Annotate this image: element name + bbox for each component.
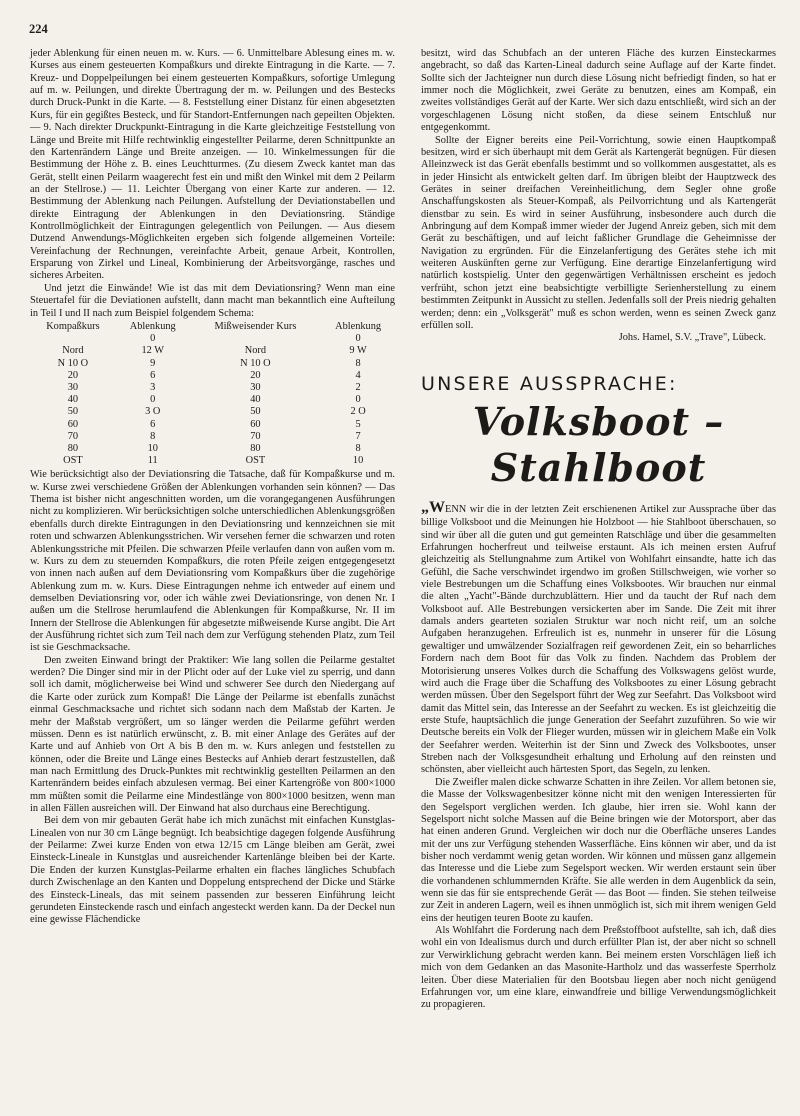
table-cell: 4 [355,369,361,381]
table-row [30,419,395,431]
article-paragraph-1 [421,498,776,777]
table-row [30,382,395,394]
table-cell: 70 [67,430,79,442]
left-paragraph-2: Und jetzt die Einwände! Wie ist das mit dem Deviationsring? Wenn man eine Steuertafel für die Deviationen aufstellt, dann macht man bekanntlich eine Aufteilung in Teil I und II nach zum Beispiel folgendem Schema: [30,282,395,319]
table-row [30,370,395,382]
table-cell: 9 [150,357,156,369]
table-header-cell: Mißweisender Kurs [214,320,297,332]
table-cell: 0 [355,333,361,345]
table-cell: 2 O [350,406,366,418]
table-row [30,455,395,467]
right-paragraph-2: Sollte der Eigner bereits eine Peil-Vorrichtung, sowie einen Hauptkompaß besitzen, wird er sich überhaupt mit dem Gerät als Kartengerät begnügen. Für diesen Alleinzweck ist das Gerät ebenfalls bestimmt und so vollkommen ausgestattet, als es in jeder Hinsicht als entwickelt gelten darf. Im übrigen bleibt der Hauptzweck des Gerätes in seiner dreifachen Vereinheitlichung, dem Segler ohne große Anschaffungskosten als Steuer-Kompaß, als Peilvorrichtung und als Kartengerät dienstbar zu sein. Es wird in seiner Ausführung, insbesondere auch durch die Anbringung auf dem Kompaß immer wieder der Jugend Anreiz geben, sich mit dem Gerät zu beschäftigen, und auf leicht faßlicher Grundlage die Geheimnisse der Navigation zu ergründen. Für die Einzelanfertigung des Gerätes stehe ich mit weiteren Auskünften gerne zur Verfügung. Eine derartige Einzelanfertigung wird natürlich kostspielig. Unter den gegenwärtigen Verhältnissen erscheint es jedoch verfrüht, schon jetzt eine beabsichtigte verbilligte Serienherstellung zu einem bestimmten Zeitpunkt in Aussicht zu stellen. Jedenfalls soll der Preis niedrig gehalten werden; denn: ein „Volksgerät" muß es schon werden, wenn es seinen Zweck ganz erfüllen soll. [421,134,776,331]
table-cell: 60 [250,418,261,430]
table-cell [30,333,116,345]
table-cell: OST [63,455,83,467]
table-cell: OST [245,455,266,467]
table-cell: N 10 O [240,357,271,369]
table-header-cell: Kompaßkurs [46,320,100,332]
table-cell: 3 [150,381,156,393]
left-paragraph-3: Wie berücksichtigt also der Deviationsring die Tatsache, daß für Kompaßkurse und m. w. Kurse zwei verschiedene Größen der Ablenkungen vorhanden sein können? — Das Thema ist bisher nicht angeschnitten worden, um die vorangegangenen Ausführungen nicht zu komplizieren. Wir berücksichtigen solche unterschiedlichen Ablenkungsgrößen ebenfalls durch direkte Eintragungen in den Deviationsring und kennzeichnen sie mit roten und schwarzen Ablenkungsstrichen. Wir versehen ferner die schwarzen und roten Ablenkungsstriche mit Pfeilen. Die schwarzen Pfeile verlaufen dann von außen vom m. w. Kurs zu dem zu steuernden Kompaßkurs, die roten Pfeile zeigen entgegengesetzt von innen nach außen auf dem Deviationsring vom Kompaßkurs über die zugehörige Ablenkung zum m. w. Kurs. Diese Eintragungen nehme ich entweder auf einem und demselben Deviationsring vor, oder ich wähle zwei Deviationsringe, von denen Nr. I außen um die Stellrose herumlaufend die Ablenkungen für Kompaßkurse, Nr. II im Innern der Stellrose die Ablenkungen für abgesetzte mißweisende Kurse angibt. Die Art der Ausführung richtet sich zum Teil nach dem zur Verfügung stehenden Platz, zum Teil ist sie Geschmacksache. [30,469,395,654]
table-cell: 30 [250,381,261,393]
table-row [30,431,395,443]
page-number: 224 [29,22,48,36]
table-cell: Nord [62,345,84,357]
table-cell: 6 [150,418,156,430]
table-row [30,333,395,345]
table-cell: 9 W [349,345,367,357]
table-cell: 50 [67,406,79,418]
table-cell: 0 [150,394,156,406]
table-cell: 3 O [145,406,161,418]
left-paragraph-5: Bei dem von mir gebauten Gerät habe ich mich zunächst mit einfachen Kunstglas-Linealen von nur 30 cm Länge begnügt. Ich beabsichtige dagegen folgende Ausführung der Peilarme: Zwei kurze Enden von etwa 12/15 cm Länge bleiben am Gerät, zwei Einsteck-Lineale in Kunstglas und ausreichender Kartenlänge bleiben bei der Karte. Die Enden der kurzen Kunstglas-Peilarme erhalten ein flaches längliches Schubfach durch Zwischenlage an den Kanten und Doppelung entsprechend der Dicke und Stärke des Einsteck-Lineals, das mit seinem passenden zur besseren Einführung leicht gerundeten Einsteckende rasch und einfach angesteckt werden kann. Da der Deckel nun eine gewisse Flächendicke [30,815,395,926]
table-cell: 70 [250,430,261,442]
table-cell: 80 [250,442,261,454]
table-header-cell: Ablenkung [129,320,176,332]
table-cell: 20 [67,369,79,381]
right-paragraph-1: besitzt, wird das Schubfach an der unteren Fläche des kurzen Einsteckarmes angebracht, so daß das Karten-Lineal dadurch seine Auflage auf der Karte findet. Sollte sich der Jachteigner nun durch diese Lösung nicht befriedigt finden, so hat er immer noch die Möglichkeit, zwei Geräte zu benutzen, eines am Kompaß, ein zweites vollständiges Gerät auf der Karte. Wer sich dazu entschließt, wird sich an der vorgeschlagenen Lösung nicht stoßen, da diese seinem Entschluß nur entgegenkommt. [421,48,776,134]
deviation-table [30,321,395,467]
table-cell: 7 [355,430,361,442]
table-cell: 60 [67,418,79,430]
table-row [30,406,395,418]
right-column [421,48,776,1012]
drop-cap: „W [421,499,445,517]
table-cell: Nord [244,345,267,357]
table-cell: 2 [355,381,361,393]
table-cell: 11 [147,455,158,467]
table-row [30,443,395,455]
table-cell: 5 [355,418,361,430]
table-cell: 20 [250,369,261,381]
article-paragraph-3: Als Wohlfahrt die Forderung nach dem Preßstoffboot aufstellte, sah ich, daß dies wohl ein von Idealismus durch und durch erfüllter Plan ist, der aber nicht so schnell zur Verwirklichung gebracht werden kann. Bei meinem ersten Vorschlägen ließ ich mich von dem Gedanken an das Masonite-Hartholz und das wasserfeste Sperrholz leiten. Über diese Materialien für den Bootsbau liegen aber noch nicht genügend Erfahrungen vor, um eine klare, einwandfreie und billige Verwendungsmöglichkeit zu propagieren. [421,925,776,1011]
left-paragraph-4: Den zweiten Einwand bringt der Praktiker: Wie lang sollen die Peilarme gestaltet werden? Die Dinger sind mir in der Plicht oder auf der Luke viel zu sperrig, und dann soll ich damit, möglicherweise bei Wind und schwerer See durch den Niedergang auf die Karte oder zurück zum Kompaß! Die Länge der Peilarme ist ebenfalls zunächst einmal Geschmacksache und richtet sich sodann nach dem Maßstab der Karten. Je mehr der Maßstab vergrößert, um so länger werden die Peilarme geführt werden müssen. Denn es ist natürlich erwünscht, z. B. mit einer Anlage des Gerätes auf der Karte und auf Anhieb von Ort A bis B den m. w. Kurs anlegen und feststellen zu können, oder die Breite und Länge eines Bestecks auf Anhieb derart festzustellen, daß man nach Ermittlung des Druck-Punktes mit rechtwinklig gestellten Peilarmen an den Kartenrändern beides einfach abzulesen vermag. Bei einer Kartengröße von 800×1000 mm müßten somit die Peilarme eine Mindestlänge von 800×1000 besitzen, wenn man in allen Fällen ausreichen will. Der Einwand hat also durchaus eine Berechtigung. [30,654,395,815]
article-title: Volksboot – Stahlboot [472,399,725,490]
table-header-cell: Ablenkung [335,320,382,332]
deviation-table-body [30,333,395,467]
table-cell: 40 [250,394,261,406]
table-cell: 8 [355,357,361,369]
table-cell: 10 [352,455,364,467]
table-cell: N 10 O [57,357,89,369]
left-column [30,48,395,927]
table-cell: 30 [67,381,79,393]
table-cell: 0 [150,333,156,345]
author-signature: Johs. Hamel, S.V. „Trave", Lübeck. [618,332,766,344]
table-cell: 50 [250,406,261,418]
table-row [30,358,395,370]
table-cell: 0 [355,394,361,406]
table-cell: 80 [67,442,79,454]
table-cell: 8 [150,430,156,442]
table-cell: 6 [150,369,156,381]
table-row [30,394,395,406]
table-cell: 10 [147,442,158,454]
table-cell [190,333,322,345]
deviation-table-header [30,321,395,333]
article-paragraph-1-text: ENN wir die in der letzten Zeit erschienenen Artikel zur Aussprache über das billige Volksboot und die Meinungen hie Holzboot — hie Stahlboot überschauen, so sind wir über all die guten und gut gemeinten Ratschläge und über die gesammelten Erfahrungen hocherfreut und teilweise erstaunt. Als ich meinen ersten Aufruf gleichzeitig als Stellungnahme zum Artikel von Wohlfahrt einsandte, hatte ich das Gefühl, die Sache verschwindet irgendwo im großen Stillschweigen, wie vorher so viele Bestrebungen um die Schaffung eines Volksbootes. Wir brauchen nur einmal die alten „Yacht"-Bände durchzublättern. Hier und da taucht der Ruf nach dem Volksboot auf. Alle Bestrebungen versickerten aber im Sande. Die Zeit mit ihrer damals anders gearteten sozialen Struktur war noch nicht reif, um an solche Aufgaben heranzugehen. Erfreulich ist es, nunmehr in unserer für die Lösung gewaltiger und umwälzender Sozialfragen reif gewordenen Zeit, ein so beharrliches Fordern nach dem Boot für das Volk zu finden. Nachdem das Problem der Motorisierung unseres Volkes durch die Schaffung des Volkswagens gelöst wurde, wird auch die Frage über die Schaffung des Volksbootes zu einer Lösung gebracht werden müssen. Über den Segelsport führt der Weg zur Seefahrt. Das Volksboot wird damit das Mittel sein, das Interesse an der Seefahrt zu wecken. Es ist gleichzeitig die erste Stufe, hauptsächlich die junge Generation der Seefahrt zuzuführen. So wie wir Deutsche bereits ein Volk der Flieger wurden, müssen wir in gleichem Maße ein Volk der Seefahrer werden. Weiterhin ist der Sinn und Zweck des Volksbootes, unser Streben nach der Volksgesundheit erhaltung und Erholung auf den reinsten und schönsten, aber vielleicht auch härtesten Sport, das Segeln, zu lenken. [421,504,776,776]
left-paragraph-1: jeder Ablenkung für einen neuen m. w. Kurs. — 6. Unmittelbare Ablesung eines m. w. Kurses aus einem gesteuerten Kompaßkurs und direkte Eintragung in die Karte. — 7. Kreuz- und Doppelpeilungen bei einem gesteuerten Kompaßkurs, sofortige Umlegung auf m. w. Peilungen, und direkte Übertragung der m. w. Peilungen und des Bestecks durch Druck-Punkt in die Karte. — 8. Feststellung einer Distanz für einen abgesetzten Kurs, für ein gegißtes Besteck, und für Standort-Entfernungen nach gepeilten Objekten. — 9. Nach direkter Druckpunkt-Eintragung in die Karte gleichzeitige Feststellung von Länge und Breite mit Hilfe rechtwinklig eingestellter Peilarme, deren Schnittpunkte an den Kartenrändern Länge und Breite anzeigen. — 10. Winkelmessungen für die Bestimmung der Höhe z. B. eines Leuchtturmes. (Zu diesem Zweck kantet man das Gerät, stellt einen Peilarm waagerecht fest ein und mißt den Winkel mit dem 2 Peilarm an der Stellrose.) — 11. Leichter Übergang von einer Karte zur anderen. — 12. Bestimmung der Ablenkung nach Peilungen. Aufstellung der Deviationstabellen und direkte Eintragung der Ablenkungen in den Deviationsring. Ständige Kontrollmöglichkeit der Eintragungen gelegentlich von Peilungen. — Aus diesem Dutzend Anwendungs-Möglichkeiten ergeben sich folgende allgemeinen Vorteile: Vereinfachung der Rechnungen, vereinfachte Arbeit, genaue Arbeit, Kontrollen, Ersparung von Zirkel und Lineal, Kombinierung der Arbeitsvorgänge, rasches und sicheres Arbeiten. [30,48,395,282]
table-cell: 40 [67,394,79,406]
table-cell: 12 W [141,345,164,357]
article-paragraph-2: Die Zweifler malen dicke schwarze Schatten in ihre Zeilen. Vor allem betonen sie, die Masse der Volkswagenbesitzer könne nicht mit den wenigen Interessierten für den Segelsport verglichen werden. Ich glaube, hier irren sie. Wohl kann der Segelsport nicht solche Massen auf die Beine bringen wie der Motorsport, aber das hat einen anderen Grund. Vergleichen wir doch nur die Oberfläche unseres Landes mit der uns zur Verfügung stehenden Wasserfläche. Eins können wir aber, und da ist bisher noch verdammt wenig getan worden. Wir können und müssen ganz allgemein das Interesse und die Liebe zum Segelsport wecken. Wir werden erstaunt sein über die vorhandenen schlummernden Kräfte. Sie alle werden in dem Augenblick da sein, wenn sie das für sie entsprechende Gerät — das Boot — finden. Sie stehen teilweise zur Zeit in anderen Lagern, weil es ihnen unmöglich ist, sich mit ihrem wenigen Geld eins der heutigen teuren Boote zu kaufen. [421,776,776,924]
table-row [30,345,395,357]
table-cell: 8 [355,442,361,454]
section-header: UNSERE AUSSPRACHE: [421,372,678,395]
